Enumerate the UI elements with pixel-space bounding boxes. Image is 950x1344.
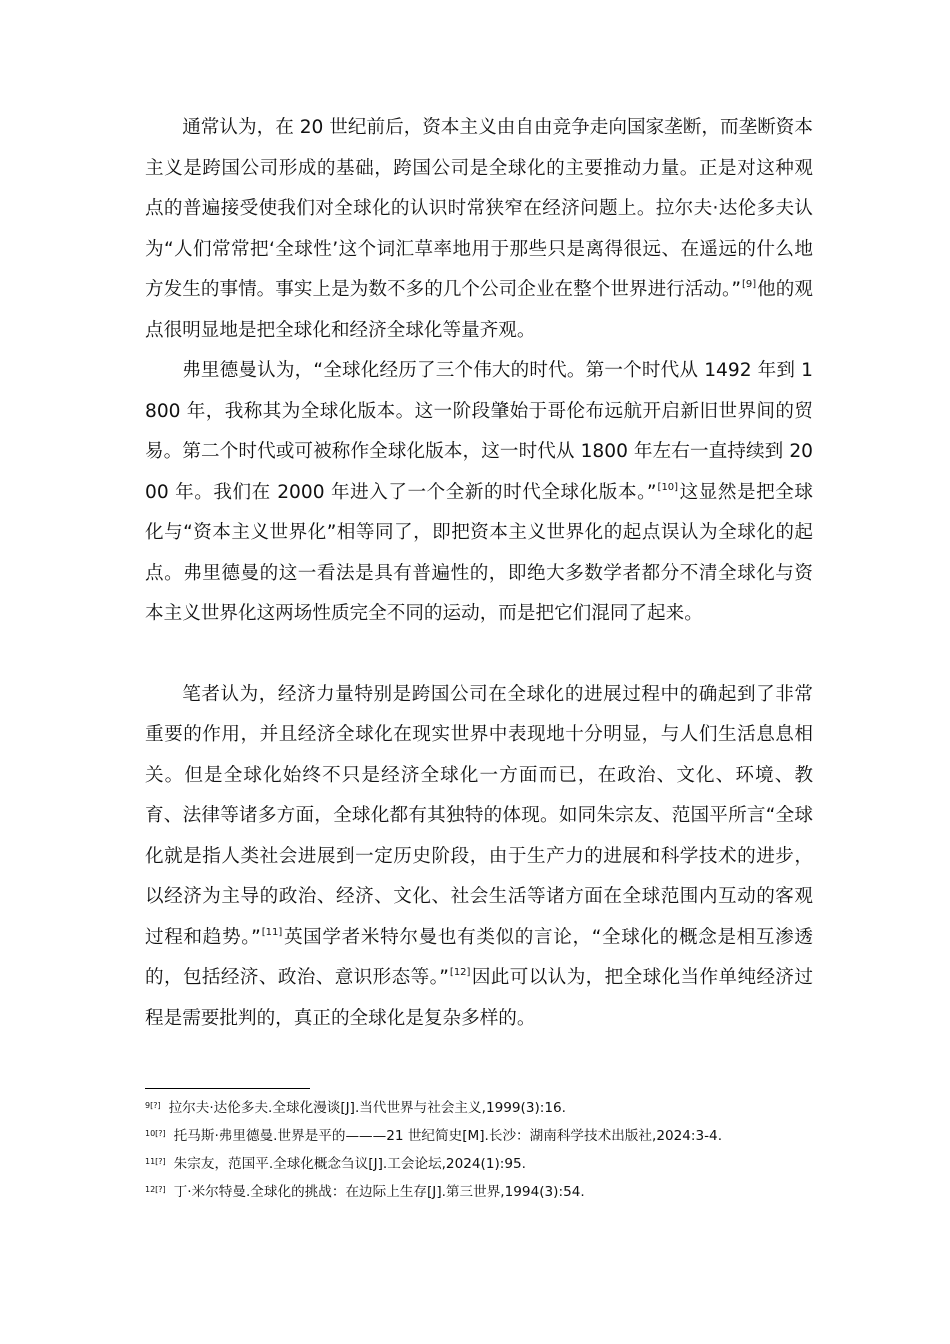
footnote-mark: 9[?] [145,1101,161,1110]
footnote-mark: 12[?] [145,1185,166,1194]
paragraph-text: 笔者认为，经济力量特别是跨国公司在全球化的进展过程中的确起到了非常重要的作用，并且经济全球化在现实世界中表现地十分明显，与人们生活息息相关。但是全球化始终不只是经济全球化一方面而已，在政治、文化、环境、教育、法律等诸多方面，全球化都有其独特的体现。如同朱宗友、范国平所言“全球化就是指人类社会进展到一定历史阶段，由于生产力的进展和科学技术的进步，以经济为主导的政治、经济、文化、社会生活等诸方面在全球范围内互动的客观过程和趋势。” [145,683,813,948]
citation-mark: [10] [657,481,679,493]
paragraph-2 [145,351,813,635]
footnote-text: 托马斯·弗里德曼.世界是平的———21 世纪简史[M].长沙：湖南科学技术出版社,2024:3-4. [173,1128,723,1144]
citation-mark: [11] [261,926,283,938]
body-text [145,108,813,1039]
footnote-10 [145,1124,775,1149]
paragraph-text: 因此可以认为，把全球化当作单纯经济过程是需要批判的，真正的全球化是复杂多样的。 [145,967,813,1029]
footnote-mark: 10[?] [145,1129,166,1138]
footnote-11 [145,1152,775,1177]
citation-mark: [12] [449,967,471,978]
footnote-separator [145,1088,310,1089]
paragraph-3 [145,675,813,1040]
paragraph-text: 他的观点很明显地是把全球化和经济全球化等量齐观。 [145,279,813,341]
citation-mark: [9] [741,279,757,290]
paragraph-text: 通常认为，在 20 世纪前后，资本主义由自由竞争走向国家垄断，而垄断资本主义是跨国公司形成的基础，跨国公司是全球化的主要推动力量。正是对这种观点的普遍接受使我们对全球化的认识时常狭窄在经济问题上。拉尔夫·达伦多夫认为“人们常常把‘全球性’这个词汇草率地用于那些只是离得很远、在遥远的什么地方发生的事情。事实上是为数不多的几个公司企业在整个世界进行活动。” [145,117,813,300]
footnote-12 [145,1180,775,1205]
footnotes [145,1096,775,1208]
paragraph-text: 这显然是把全球化与“资本主义世界化”相等同了，即把资本主义世界化的起点误认为全球化的起点。弗里德曼的这一看法是具有普遍性的，即绝大多数学者都分不清全球化与资本主义世界化这两场性质完全不同的运动，而是把它们混同了起来。 [145,481,813,624]
paragraph-text: 弗里德曼认为，“全球化经历了三个伟大的时代。第一个时代从 1492 年到 1800 年，我称其为全球化版本。这一阶段肇始于哥伦布远航开启新旧世界间的贸易。第二个时代或可被称作全球化版本，这一时代从 1800 年左右一直持续到 2000 年。我们在 2000 年进入了一个全新的时代全球化版本。” [145,360,813,503]
footnote-text: 丁·米尔特曼.全球化的挑战：在边际上生存[J].第三世界,1994(3):54. [173,1184,585,1200]
paragraph-1 [145,108,813,351]
footnote-text: 拉尔夫·达伦多夫.全球化漫谈[J].当代世界与社会主义,1999(3):16. [168,1100,566,1116]
footnote-9 [145,1096,775,1121]
paragraph-text: 英国学者米特尔曼也有类似的言论，“全球化的概念是相互渗透的，包括经济、政治、意识形态等。” [145,926,813,988]
footnote-text: 朱宗友，范国平.全球化概念刍议[J].工会论坛,2024(1):95. [173,1156,526,1172]
footnote-mark: 11[?] [145,1157,166,1166]
